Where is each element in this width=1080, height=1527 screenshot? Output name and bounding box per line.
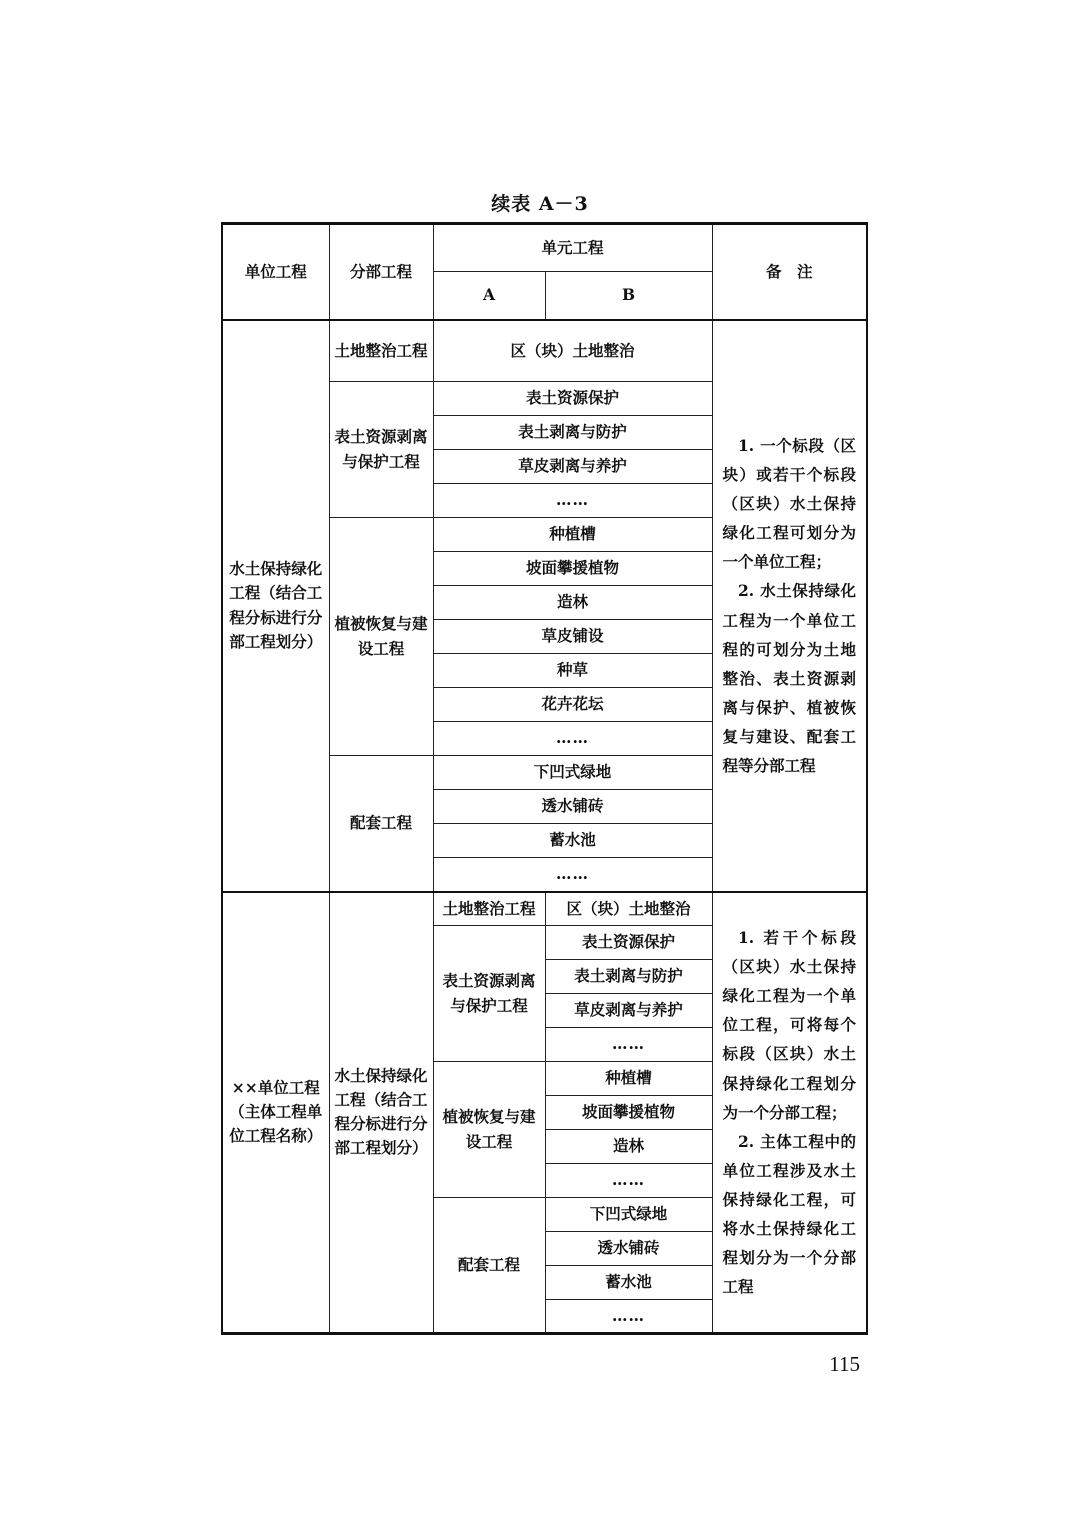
- s1-division-cell: 植被恢复与建设工程: [329, 518, 433, 756]
- s1-division-cell: 表土资源剥离与保护工程: [329, 382, 433, 518]
- s1-element-cell: 蓄水池: [433, 824, 712, 858]
- s1-element-cell: 种草: [433, 654, 712, 688]
- s2-element-cell: 区（块）土地整治: [545, 892, 712, 926]
- header-division-project: 分部工程: [329, 224, 433, 320]
- s2-element-cell: ……: [545, 1028, 712, 1062]
- s2-group-cell: 植被恢复与建设工程: [433, 1062, 545, 1198]
- s1-note-2: 2. 水土保持绿化工程为一个单位工程的可划分为土地整治、表土资源剥离与保护、植被恢复与建设、配套工程等分部工程: [722, 581, 857, 776]
- s1-element-cell: 表土剥离与防护: [433, 416, 712, 450]
- s2-element-cell: 下凹式绿地: [545, 1198, 712, 1232]
- header-element-project: 单元工程: [433, 224, 712, 272]
- s2-group-cell: 配套工程: [433, 1198, 545, 1334]
- s2-note-2: 2. 主体工程中的单位工程涉及水土保持绿化工程，可将水土保持绿化工程划分为一个分部工程: [722, 1131, 857, 1297]
- s2-group-cell: 表土资源剥离与保护工程: [433, 926, 545, 1062]
- s1-division-cell: 土地整治工程: [329, 320, 433, 382]
- s1-element-cell: 草皮铺设: [433, 620, 712, 654]
- s2-element-cell: 坡面攀援植物: [545, 1096, 712, 1130]
- table-caption: 续表 A－3: [491, 193, 589, 215]
- s2-element-cell: 蓄水池: [545, 1266, 712, 1300]
- s2-unit-project: ××单位工程（主体工程单位工程名称）: [222, 892, 329, 1334]
- s2-element-cell: 种植槽: [545, 1062, 712, 1096]
- header-col-a: A: [433, 272, 545, 320]
- s2-element-cell: 草皮剥离与养护: [545, 994, 712, 1028]
- page-number: 115: [829, 1352, 860, 1376]
- s1-element-cell: 花卉花坛: [433, 688, 712, 722]
- s1-note-1: 1. 一个标段（区块）或若干个标段（区块）水土保持绿化工程可划分为一个单位工程；: [722, 435, 857, 572]
- s2-group-cell: 土地整治工程: [433, 892, 545, 926]
- s1-element-cell: ……: [433, 722, 712, 756]
- header-col-b: B: [545, 272, 712, 320]
- s1-element-cell: 下凹式绿地: [433, 756, 712, 790]
- s2-element-cell: ……: [545, 1300, 712, 1334]
- s1-element-cell: 草皮剥离与养护: [433, 450, 712, 484]
- s2-element-cell: 透水铺砖: [545, 1232, 712, 1266]
- s2-element-cell: 表土资源保护: [545, 926, 712, 960]
- s1-element-cell: 透水铺砖: [433, 790, 712, 824]
- s1-element-cell: 种植槽: [433, 518, 712, 552]
- s1-element-cell: 坡面攀援植物: [433, 552, 712, 586]
- s2-remarks: [712, 892, 867, 1334]
- project-division-table: [221, 222, 868, 1335]
- s2-element-cell: 造林: [545, 1130, 712, 1164]
- s1-element-cell: ……: [433, 484, 712, 518]
- s1-unit-project: 水土保持绿化工程（结合工程分标进行分部工程划分）: [222, 320, 329, 892]
- s2-element-cell: 表土剥离与防护: [545, 960, 712, 994]
- s1-element-cell: 区（块）土地整治: [433, 320, 712, 382]
- s1-remarks: [712, 320, 867, 892]
- s2-element-cell: ……: [545, 1164, 712, 1198]
- s2-division-project: 水土保持绿化工程（结合工程分标进行分部工程划分）: [329, 892, 433, 1334]
- header-unit-project: 单位工程: [222, 224, 329, 320]
- s1-element-cell: ……: [433, 858, 712, 892]
- s2-note-1: 1. 若干个标段（区块）水土保持绿化工程为一个单位工程，可将每个标段（区块）水土保持绿化工程划分为一个分部工程；: [722, 927, 857, 1122]
- s1-element-cell: 造林: [433, 586, 712, 620]
- header-remarks: 备 注: [712, 224, 867, 320]
- s1-element-cell: 表土资源保护: [433, 382, 712, 416]
- s1-division-cell: 配套工程: [329, 756, 433, 892]
